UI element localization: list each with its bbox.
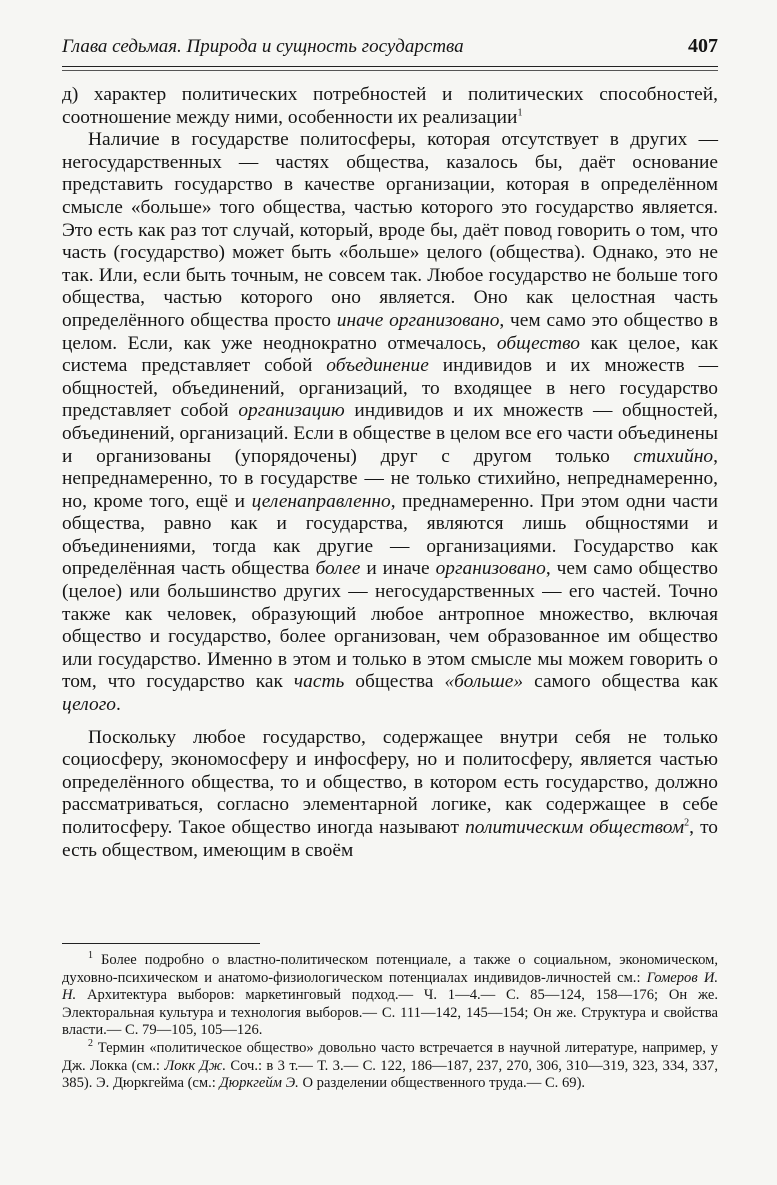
chapter-title: Глава седьмая. Природа и сущность государства	[62, 36, 464, 57]
footnote-separator	[62, 943, 260, 944]
p2-emphasis-r: часть	[293, 671, 345, 693]
p2-emphasis-f: объединение	[326, 355, 429, 377]
fn2-text-a: Термин «политическое общество» довольно часто встречается в научной литературе, например, у Дж. Локка (см.:	[62, 1039, 718, 1074]
p2-text-u: самого общества как	[523, 671, 719, 693]
p2-emphasis-t: «больше»	[444, 671, 524, 693]
header-rule	[62, 70, 718, 71]
p2-text-w: .	[115, 694, 121, 716]
p2-emphasis-j: стихийно	[633, 445, 714, 467]
fn2-text-e: О разделении общественного труда.— С. 69).	[298, 1075, 586, 1092]
p2-text-e: как целое, как система представляет собой	[62, 332, 718, 377]
p2-text-m: , преднамеренно. При этом одни части общества, равно как и государства, являются лишь общностями и объединениями, тогда как другие — организациями. Государство как определённая часть общества	[62, 490, 718, 580]
p2-text-a: Наличие в государстве политосферы, которая отсутствует в других — негосударственных — частях общества, казалось бы, даёт основание представить государство в качестве организации, которая в определённом смысле «больше» того общества, частью которого это государство является. Это есть как раз тот случай, который, вроде бы, даёт повод говорить о том, что часть (государство) может быть «больше» целого (общества). Однако, это не так. Или, если быть точным, не совсем так. Любое государство не больше того общества, частью которого оно является. Оно как целостная часть определённого общества просто	[62, 129, 718, 331]
p2-emphasis-p: организовано	[435, 558, 546, 580]
fn1-text-a: Более подробно о властно-политическом потенциале, а также о социальном, экономическом, духовно-психическом и анатомо-физиологическом потенциалах индивидов-личностей см.:	[62, 952, 718, 986]
fn1-text-c: Архитектура выборов: маркетинговый подход.— Ч. 1—4.— С. 85—124, 158—176; Он же. Электоральная культура и технология выборов.— С. 111—142, 145—154; Он же. Структура и свойства власти.— С. 79—105, 105—126.	[62, 987, 718, 1039]
p2-text-s: общества	[344, 671, 445, 693]
footnote-2	[62, 1040, 718, 1093]
fn2-author-locke: Локк Дж.	[164, 1057, 227, 1074]
fn2-text-c: Соч.: в 3 т.— Т. 3.— С. 122, 186—187, 237, 270, 306, 310—319, 323, 334, 337, 385). Э. Дюркгейма (см.:	[62, 1057, 718, 1092]
p2-emphasis-h: организацию	[238, 400, 345, 422]
fn2-author-durkheim: Дюркгейм Э.	[219, 1075, 299, 1092]
footnote-1-mark: 1	[88, 950, 93, 962]
p2-text-k: , непреднамеренно, то в государстве — не только стихийно, непреднамеренно, но, кроме того, ещё и	[62, 445, 718, 512]
fn1-author: Гомеров И. Н.	[62, 969, 719, 1004]
p2-emphasis-v: целого	[62, 694, 116, 716]
paragraph-1	[62, 84, 718, 129]
p3-emphasis-b: политическим обществом	[465, 817, 685, 838]
p3-text-c: , то есть обществом, имеющим в своём	[62, 817, 719, 861]
p2-emphasis-b: иначе организовано	[336, 309, 500, 331]
page-number: 407	[688, 35, 718, 57]
main-text	[62, 84, 718, 862]
p2-emphasis-l: целенаправленно	[251, 490, 391, 512]
paragraph-3	[62, 727, 718, 863]
p2-text-g: индивидов и их множеств — общностей, объединений, организаций, то входящее в него государство представляет собой	[62, 355, 718, 422]
p2-emphasis-n: более	[315, 558, 361, 580]
p3-text-a: Поскольку любое государство, содержащее внутри себя не только социосферу, экономосферу и инфосферу, но и политосферу, является частью определённого общества, то и общество, в котором есть государство, должно рассматриваться, согласно элементарной логике, как содержащее в себе политосферу. Такое общество иногда называют	[62, 726, 718, 838]
paragraph-1-text: д) характер политических потребностей и политических способностей, соотношение между ними, особенности их реализации	[62, 84, 718, 128]
p2-text-q: , чем само общество (целое) или большинство других — негосударственных — его частей. Точно также как человек, образующий любое антропное множество, включая общество и государство, более организован, чем образованное им общество или государство. Именно в этом и только в этом смысле мы можем говорить о том, что государство как	[62, 558, 718, 693]
footnote-2-mark: 2	[88, 1038, 93, 1050]
p2-text-i: индивидов и их множеств — общностей, объединений, организаций. Если в обществе в целом все его части объединены и организованы (упорядочены) друг с другом только	[62, 400, 718, 467]
paragraph-2	[62, 129, 718, 716]
running-header	[62, 32, 718, 67]
p2-text-c: , чем само это общество в целом. Если, как уже неоднократно отмечалось,	[62, 309, 718, 354]
footnotes	[62, 952, 718, 1093]
footnote-ref-1: 1	[517, 107, 523, 119]
p2-text-o: и иначе	[360, 558, 436, 580]
footnote-ref-2: 2	[684, 817, 690, 829]
p2-emphasis-d: общество	[496, 332, 581, 354]
footnote-1	[62, 952, 718, 1040]
